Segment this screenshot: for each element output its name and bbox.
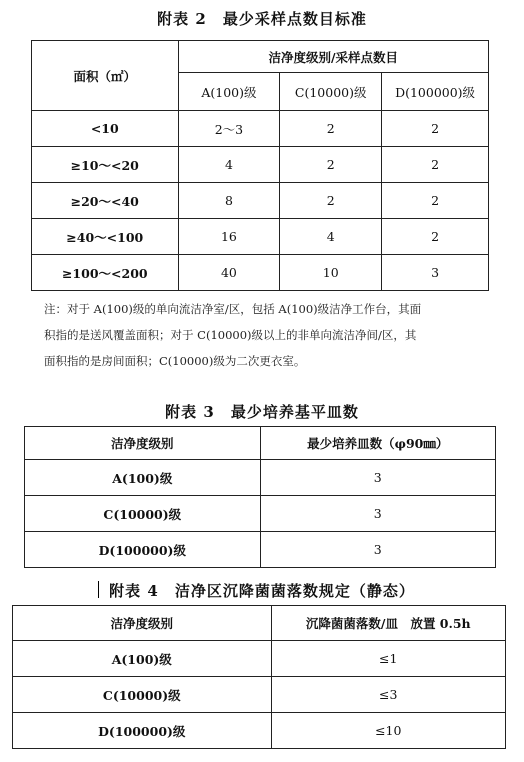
value-cell: 8 <box>178 183 280 219</box>
table-row <box>25 460 496 496</box>
value-cell: 2 <box>280 111 382 147</box>
table-row <box>32 147 489 183</box>
value-cell: ≤3 <box>271 677 505 713</box>
note-line: 注：对于 A(100)级的单向流洁净室/区，包括 A(100)级洁净工作台，其面 <box>44 302 422 316</box>
value-cell: 2 <box>382 111 489 147</box>
table-row <box>25 496 496 532</box>
column-header: 最少培养皿数（φ90㎜） <box>260 427 495 460</box>
table-row <box>32 219 489 255</box>
area-cell: ≥10～<20 <box>32 147 179 183</box>
value-cell: 2～3 <box>178 111 280 147</box>
value-cell: 16 <box>178 219 280 255</box>
column-header: 洁净度级别 <box>25 427 261 460</box>
table-row <box>13 641 506 677</box>
column-header: C(10000)级 <box>280 73 382 111</box>
level-cell: C(10000)级 <box>25 496 261 532</box>
value-cell: 2 <box>280 183 382 219</box>
table-row <box>32 111 489 147</box>
value-cell: 3 <box>260 532 495 568</box>
value-cell: 3 <box>260 460 495 496</box>
value-cell: 2 <box>382 219 489 255</box>
level-cell: A(100)级 <box>13 641 272 677</box>
settling-bacteria-table <box>12 605 506 749</box>
value-cell: 10 <box>280 255 382 291</box>
value-cell: 3 <box>260 496 495 532</box>
area-cell: ≥100～<200 <box>32 255 179 291</box>
area-cell: ≥20～<40 <box>32 183 179 219</box>
value-cell: 2 <box>280 147 382 183</box>
table2-title: 附表 2 最少采样点数目标准 <box>157 10 367 28</box>
column-header: D(100000)级 <box>382 73 489 111</box>
area-cell: <10 <box>32 111 179 147</box>
value-cell: ≤10 <box>271 713 505 749</box>
culture-plates-table <box>24 426 496 568</box>
table2-note <box>44 296 514 374</box>
column-header: 洁净度级别 <box>13 606 272 641</box>
table-row <box>25 532 496 568</box>
value-cell: 2 <box>382 147 489 183</box>
table-row <box>32 183 489 219</box>
level-cell: D(100000)级 <box>13 713 272 749</box>
value-cell: 3 <box>382 255 489 291</box>
column-header: 沉降菌菌落数/皿 放置 0.5h <box>271 606 505 641</box>
value-cell: 2 <box>382 183 489 219</box>
level-cell: A(100)级 <box>25 460 261 496</box>
table3-title: 附表 3 最少培养基平皿数 <box>165 403 359 421</box>
note-line: 积指的是送风覆盖面积；对于 C(10000)级以上的非单向流洁净间/区，其 <box>44 328 417 342</box>
table-row <box>13 713 506 749</box>
area-cell: ≥40～<100 <box>32 219 179 255</box>
table-row <box>13 677 506 713</box>
note-line: 面积指的是房间面积；C(10000)级为二次更衣室。 <box>44 354 306 368</box>
value-cell: 40 <box>178 255 280 291</box>
level-cell: D(100000)级 <box>25 532 261 568</box>
area-header: 面积（㎡） <box>32 41 179 111</box>
level-cell: C(10000)级 <box>13 677 272 713</box>
value-cell: 4 <box>280 219 382 255</box>
table-row <box>32 255 489 291</box>
cleanliness-sampling-header: 洁净度级别/采样点数目 <box>178 41 488 73</box>
sampling-points-table <box>31 40 489 291</box>
column-header: A(100)级 <box>178 73 280 111</box>
value-cell: 4 <box>178 147 280 183</box>
value-cell: ≤1 <box>271 641 505 677</box>
table4-title: 附表 4 洁净区沉降菌菌落数规定（静态） <box>109 582 415 600</box>
